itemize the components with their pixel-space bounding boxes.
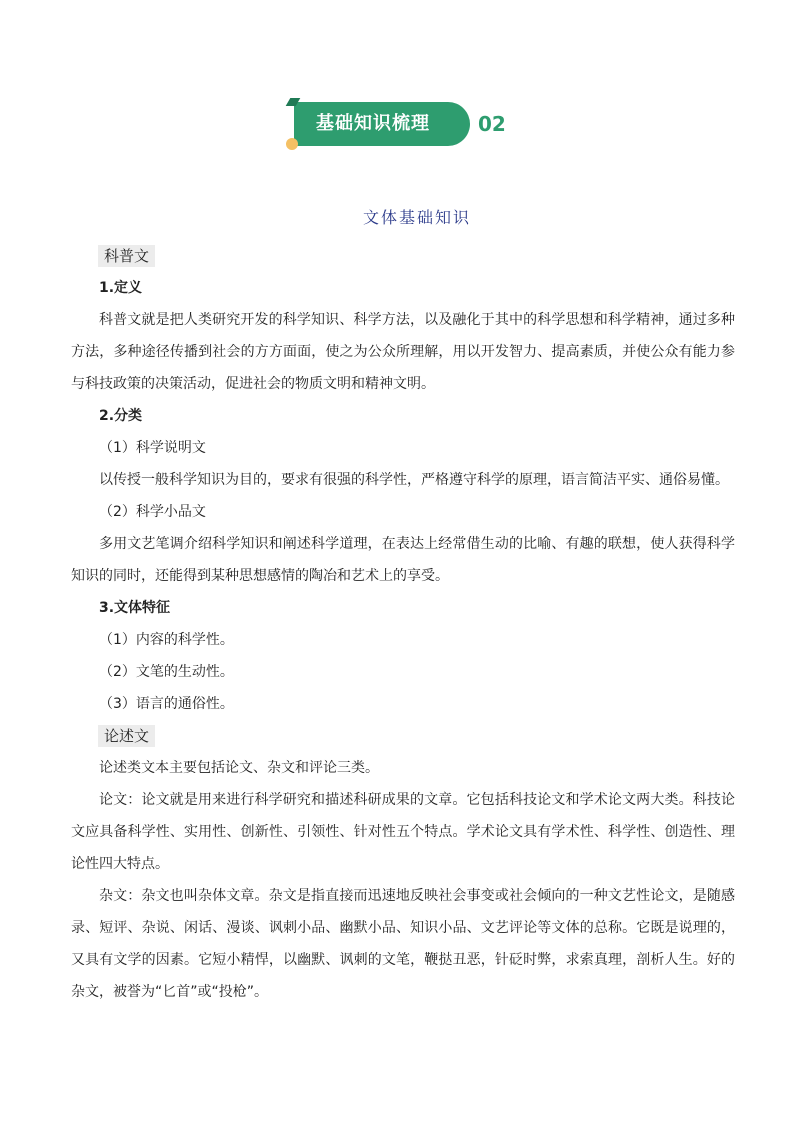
document-body: [71, 240, 735, 1008]
feature-heading: 3.文体特征: [99, 600, 171, 616]
classification-heading: 2.分类: [99, 408, 143, 424]
class2-label: （2）科学小品文: [99, 504, 206, 520]
banner-title: 基础知识梳理: [316, 113, 430, 134]
banner-bar: [294, 102, 470, 146]
thesis-text: 论文：论文就是用来进行科学研究和描述科研成果的文章。它包括科技论文和学术论文两大类。科技论文应具备科学性、实用性、创新性、引领性、针对性五个特点。学术论文具有学术性、科学性、创造性、理论性四大特点。: [71, 792, 735, 872]
feature-item: （3）语言的通俗性。: [99, 696, 234, 712]
class2-text: 多用文艺笔调介绍科学知识和阐述科学道理，在表达上经常借生动的比喻、有趣的联想，使人获得科学知识的同时，还能得到某种思想感情的陶冶和艺术上的享受。: [71, 536, 735, 584]
banner-number: 02: [478, 112, 506, 136]
section-label-argument: 论述文: [98, 725, 155, 747]
banner-dot-icon: [286, 138, 298, 150]
class1-text: 以传授一般科学知识为目的，要求有很强的科学性，严格遵守科学的原理，语言简洁平实、通俗易懂。: [99, 472, 729, 488]
feature-item: （2）文笔的生动性。: [99, 664, 234, 680]
definition-text: 科普文就是把人类研究开发的科学知识、科学方法，以及融化于其中的科学思想和科学精神，通过多种方法，多种途径传播到社会的方方面面，使之为公众所理解，用以开发智力、提高素质，并使公众有能力参与科技政策的决策活动，促进社会的物质文明和精神文明。: [71, 312, 735, 392]
definition-heading: 1.定义: [99, 280, 143, 296]
section-banner: [286, 102, 526, 150]
argument-intro: 论述类文本主要包括论文、杂文和评论三类。: [99, 760, 379, 776]
feature-item: （1）内容的科学性。: [99, 632, 234, 648]
essay-text: 杂文：杂文也叫杂体文章。杂文是指直接而迅速地反映社会事变或社会倾向的一种文艺性论文，是随感录、短评、杂说、闲话、漫谈、讽刺小品、幽默小品、知识小品、文艺评论等文体的总称。它既是说理的，又具有文学的因素。它短小精悍，以幽默、讽刺的文笔，鞭挞丑恶，针砭时弊，求索真理，剖析人生。好的杂文，被誉为“匕首”或“投枪”。: [71, 888, 735, 1000]
class1-label: （1）科学说明文: [99, 440, 206, 456]
section-label-science: 科普文: [98, 245, 155, 267]
document-title: 文体基础知识: [362, 208, 471, 227]
